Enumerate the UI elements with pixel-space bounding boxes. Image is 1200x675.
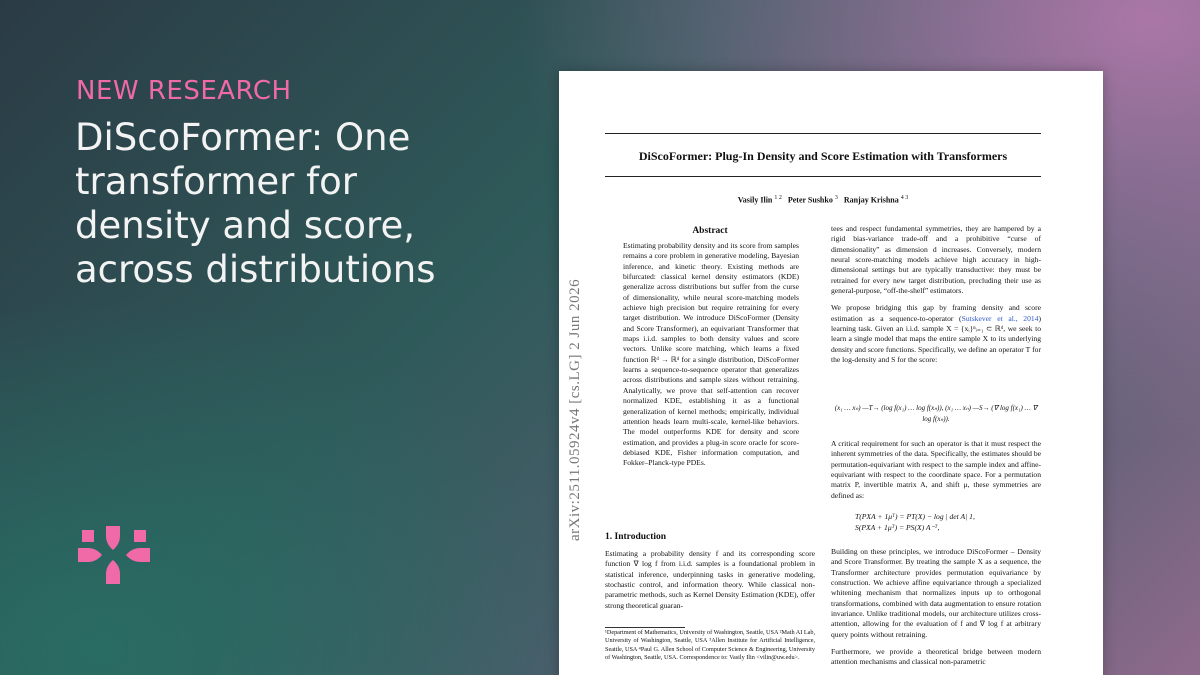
paragraph-text: ) learning task. Given an i.i.d. sample X = {xᵢ}ⁿᵢ₌₁ ⊂ ℝᵈ, we seek to learn a single model that maps the entire sample X to its underlying density and score functions. Specifically, we define an operator T for the log-density and S for the score:: [831, 313, 1041, 365]
introduction-heading: 1. Introduction: [605, 532, 667, 542]
author-affiliation: 3: [834, 195, 838, 201]
paragraph: [831, 303, 1041, 365]
hero-eyebrow: NEW RESEARCH: [76, 76, 292, 106]
pink-plus-cross-logo-icon: [76, 524, 152, 586]
title-top-rule: [605, 133, 1041, 134]
equation-line: T(PXA + 1μᵀ) = PT(X) − log | det A| 1,: [855, 512, 975, 521]
abstract-text: Estimating probability density and its score from samples remains a core problem in generative modeling, Bayesian inference, and kinetic theory. Existing methods are bifurcated: classical kernel density estimators (KDE) generalize across distributions but suffer from the curse of dimensionality, while neural score-matching models achieve high precision but require retraining for every target distribution. We introduce DiScoFormer (Density and Score Transformer), an equivariant Transformer that maps i.i.d. samples to both density values and score vectors. Unlike score matching, which learns a fixed function ℝᵈ → ℝᵈ for a single distribution, DiScoFormer learns a sequence-to-sequence operator that generalizes across distributions and sample sizes without retraining. Analytically, we prove that self-attention can recover normalized KDE, establishing it as a functional generalization of kernel methods; empirically, individual attention heads learn multi-scale, kernel-like behaviors. The model outperforms KDE for density and score estimation, and provides a plug-in score oracle for score-debiased KDE, Fisher information computation, and Fokker–Planck-type PDEs.: [623, 241, 799, 468]
introduction-text: Estimating a probability density f and its corresponding score function ∇ log f from i.i.d. samples is a foundational problem in statistical inference, underpinning tasks in generative modeling, stochastic control, and information theory. While classical non-parametric methods, such as Kernel Density Estimation (KDE), offer strong theoretical guaran-: [605, 549, 815, 610]
affiliation-footnote: ¹Department of Mathematics, University of Washington, Seattle, USA ²Math AI Lab, University of Washington, Seattle, USA ³Allen Institute for Artificial Intelligence, Seattle, USA ⁴Paul G. Allen School of Computer Science & Engineering, University of Washington, Seattle, USA. Correspondence to: Vasily Ilin <vilin@uw.edu>.: [605, 629, 815, 662]
equation-line: S(PXA + 1μᵀ) = PS(X) A⁻ᵀ,: [855, 523, 940, 532]
symmetry-equations: [855, 511, 1041, 533]
author-name: Peter Sushko: [787, 195, 833, 205]
abstract-heading: Abstract: [692, 226, 728, 236]
author-affiliation: 1 2: [774, 195, 782, 201]
footnote-rule: [605, 627, 685, 628]
paragraph: tees and respect fundamental symmetries, they are hampered by a rigid bias-variance trade-off and a prohibitive “curse of dimensionality” as dimension d increases. Conversely, modern neural score-matching models achieve high accuracy in high-dimensional settings but are typically transductive: they must be retrained for every new target distribution, precluding their use as general-purpose, “off-the-shelf” estimators.: [831, 224, 1041, 296]
author-affiliation: 4 3: [900, 195, 909, 201]
right-column-top: [831, 224, 1041, 372]
title-bottom-rule: [605, 176, 1041, 177]
author-name: Vasily Ilin: [737, 195, 773, 205]
citation-link[interactable]: Sutskever et al., 2014: [961, 313, 1039, 323]
paper-title: DiScoFormer: Plug-In Density and Score Estimation with Transformers: [638, 149, 1008, 163]
paragraph: Building on these principles, we introduce DiScoFormer – Density and Score Transformer. By treating the sample X as a sequence, the Transformer architecture provides permutation equivariance by construction. We achieve affine equivariance through a specialized whitening mechanism that normalizes inputs up to orthogonal transformations, combined with data augmentation to ensure rotation invariance. Unlike traditional models, our architecture utilizes cross-attention, allowing for the evaluation of f and ∇ log f at arbitrary query points without retraining.: [831, 547, 1041, 639]
paper-preview: [559, 71, 1103, 675]
author-name: Ranjay Krishna: [843, 195, 899, 205]
symmetry-paragraph: A critical requirement for such an operator is that it must respect the inherent symmetries of the data. Specifically, the estimates should be permutation-equivariant with respect to the sample index and affine-equivariant with respect to the coordinate space. For a permutation matrix P, invertible matrix A, and shift μ, these symmetries are defined as:: [831, 439, 1041, 500]
hero-headline: DiScoFormer: One transformer for density and score, across distributions: [75, 116, 436, 291]
paragraph-text: We propose bridging this gap by framing density and score estimation as a sequence-to-operator (: [831, 303, 1041, 323]
arxiv-stamp: arXiv:2511.05924v4 [cs.LG] 2 Jun 2026: [567, 278, 583, 541]
operator-equation: (x₁ … xₙ) —T→ (log f(x₁) … log f(xₙ)), (x₁ … xₙ) —S→ (∇ log f(x₁) … ∇ log f(xₙ)).: [834, 404, 1038, 423]
right-column-bottom: [831, 547, 1041, 668]
paragraph: Furthermore, we provide a theoretical bridge between modern attention mechanisms and classical non-parametric: [831, 647, 1041, 667]
paper-authors: [605, 195, 1041, 205]
